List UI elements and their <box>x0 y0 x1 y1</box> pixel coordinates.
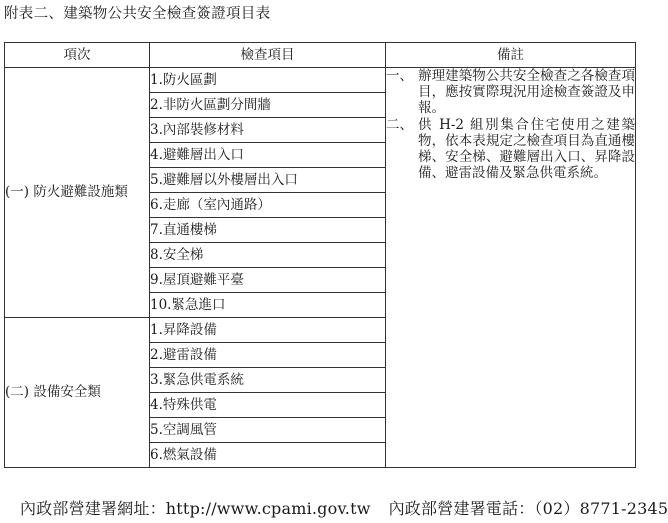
footer-phone: 內政部營建署電話：（02）8771-2345 <box>388 499 668 518</box>
inspection-item: 7.直通樓梯 <box>150 218 386 243</box>
inspection-item: 3.內部裝修材料 <box>150 118 386 143</box>
inspection-item: 10.緊急進口 <box>150 293 386 318</box>
header-notes: 備註 <box>386 43 636 68</box>
inspection-item: 5.避難層以外樓層出入口 <box>150 168 386 193</box>
note-1-text: 辦理建築物公共安全檢查之各檢查項目，應按實際現況用途檢查簽證及申報。 <box>418 68 635 117</box>
inspection-item: 6.走廊（室內通路） <box>150 193 386 218</box>
inspection-item: 3.緊急供電系統 <box>150 368 386 393</box>
inspection-item: 6.燃氣設備 <box>150 443 386 468</box>
table-header-row <box>5 43 636 68</box>
note-1-marker: 一、 <box>386 68 413 84</box>
inspection-item: 4.特殊供電 <box>150 393 386 418</box>
note-2 <box>386 117 635 182</box>
notes-cell <box>386 68 636 468</box>
inspection-item: 5.空調風管 <box>150 418 386 443</box>
inspection-item: 2.避雷設備 <box>150 343 386 368</box>
category-equipment-safety: (二) 設備安全類 <box>5 318 150 468</box>
table-row <box>5 68 636 93</box>
inspection-item: 4.避難層出入口 <box>150 143 386 168</box>
note-2-marker: 二、 <box>386 116 413 133</box>
inspection-item: 9.屋頂避難平臺 <box>150 268 386 293</box>
note-2-text: 供 H-2 組別集合住宅使用之建築物，依本表規定之檢查項目為直通樓梯、安全梯、避難層出入口、昇降設備、避雷設備及緊急供電系統。 <box>418 116 635 182</box>
inspection-item: 2.非防火區劃分間牆 <box>150 93 386 118</box>
header-item: 檢查項目 <box>150 43 386 68</box>
category-fire-evacuation: (一) 防火避難設施類 <box>5 68 150 318</box>
footer-website: 內政部營建署網址：http://www.cpami.gov.tw <box>20 499 371 518</box>
page-footer <box>20 496 668 519</box>
header-category: 項次 <box>5 43 150 68</box>
document-title: 附表二、建築物公共安全檢查簽證項目表 <box>4 6 271 22</box>
inspection-items-table <box>4 42 636 468</box>
inspection-item: 1.防火區劃 <box>150 68 386 93</box>
inspection-item: 8.安全梯 <box>150 243 386 268</box>
inspection-item: 1.昇降設備 <box>150 318 386 343</box>
note-1 <box>386 68 635 117</box>
